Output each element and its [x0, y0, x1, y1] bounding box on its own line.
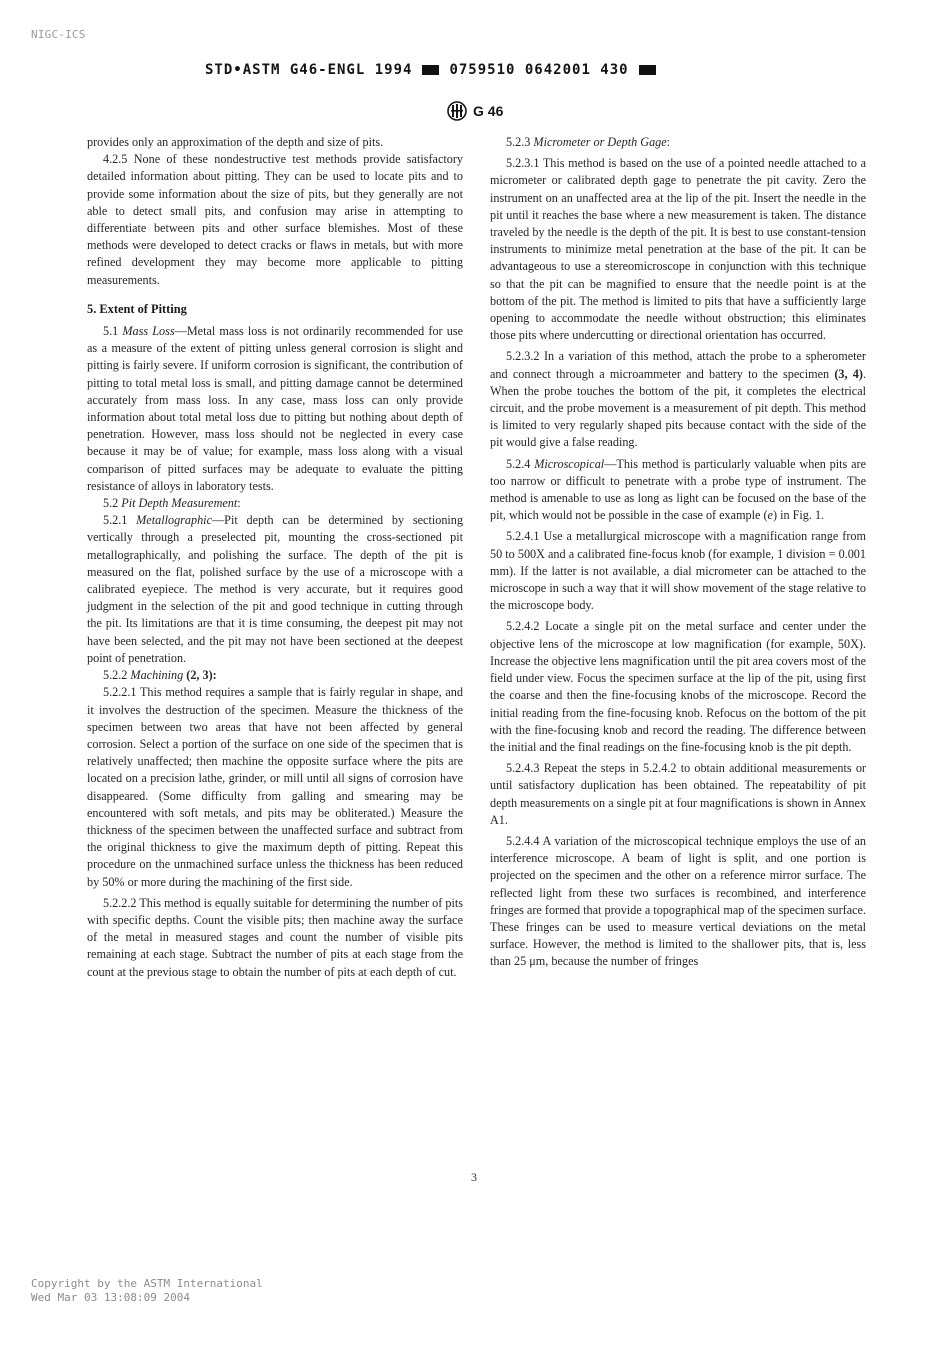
right-text-column — [490, 134, 866, 971]
paragraph-5-2-4-1: 5.2.4.1 Use a metallurgical microscope with a magnification range from 50 to 500X and a calibrated fine-focus knob (for example, 1 division = 0.001 mm). If the latter is not available, a dial micrometer can be attached to the microscope in such a way that it will show movement of the stage relative to the microscope body. — [490, 529, 866, 613]
paragraph: provides only an approximation of the depth and size of pits. — [87, 135, 384, 149]
section-title: Micrometer or Depth Gage — [533, 135, 667, 149]
paragraph-5-2-4-3: 5.2.4.3 Repeat the steps in 5.2.4.2 to obtain additional measurements or until satisfactory duplication has been obtained. The repeatability of pit depth measurements on a single pit at four magnifications is shown in Annex A1. — [490, 761, 866, 827]
designation-code: G 46 — [473, 103, 504, 119]
section-title: Mass Loss — [122, 324, 175, 339]
paragraph-text: 5.2.3.2 In a variation of this method, attach the probe to a spherometer and connect through a microammeter and battery to the specimen — [490, 349, 866, 381]
section-number: 5.1 — [103, 324, 119, 339]
standard-id-text: STD•ASTM G46-ENGL 1994 — [205, 62, 413, 78]
section-number: 5.2.1 — [103, 513, 128, 528]
page-number: 3 — [471, 1170, 477, 1184]
standard-code-text: 0759510 0642001 430 — [449, 62, 629, 78]
copyright-footer — [31, 1277, 263, 1305]
colon: : — [237, 496, 241, 511]
footer-timestamp: Wed Mar 03 13:08:09 2004 — [31, 1291, 190, 1304]
paragraph-5-2-4-4: 5.2.4.4 A variation of the microscopical technique employs the use of an interference microscope. A beam of light is split, and one portion is projected on the specimen and the other on a reference mirror surface. The reflected light from these two surfaces is recombined, and interference fringes are formed that provide a topographical map of the specimen surface. These fringes can be used to measure vertical deviations on the metal surface. However, the method is limited to the shallower pits, that is, less than 25 μm, because the number of fringes — [490, 833, 866, 969]
reference-citation: (2, 3): — [186, 668, 217, 683]
paragraph-5-2-2-2: 5.2.2.2 This method is equally suitable for determining the number of pits with specific depths. Count the visible pits; then machine away the surface of the metal in measured stages and count the number of visible pits remaining at each stage. Subtract the number of pits at each stage from the count at the previous stage to obtain the number of pits at each depth of cut. — [87, 895, 463, 979]
paragraph-text: —Pit depth can be determined by sectioning vertically through a preselected pit, mounting the cross-sectioned pit metallographically, and polishing the surface. The depth of the pit is measured on the flat, polished surface by the use of a microscope with a calibrated eyepiece. The method is very accurate, but it requires good judgment in the selection of the pit and good technique in cutting through the pit. Its limitations are that it is time consuming, the deepest pit may not have been selected, and the pit may not have been sectioned at the deepest point of penetration. — [87, 513, 463, 665]
black-block-mark — [422, 65, 439, 75]
colon: : — [666, 135, 671, 149]
paragraph-5-2-4 — [490, 456, 866, 525]
section-heading: 5. Extent of Pitting — [87, 301, 187, 316]
black-block-mark — [639, 65, 656, 75]
section-number: 5.2.4 — [506, 456, 531, 471]
paragraph-text: ) in Fig. 1. — [772, 508, 825, 523]
reference-citation: (3, 4) — [834, 366, 863, 381]
paragraph-5-2-3-2 — [490, 348, 866, 451]
copyright-text: Copyright by the ASTM International — [31, 1277, 263, 1290]
section-title: Metallographic — [136, 513, 212, 528]
example-letter: e — [767, 508, 773, 523]
paragraph-text: —Metal mass loss is not ordinarily recommended for use as a measure of the extent of pitting unless general corrosion is slight and pitting is fairly severe. If uniform corrosion is significant, the contribution of pitting to total metal loss is small, and pitting damage cannot be determined accurately from mass loss. In any case, mass loss can only provide information about total metal loss due to pitting but nothing about depth of penetration. However, mass loss should not be neglected in every case because it may be of value; for example, mass loss along with a visual comparison of pitted surfaces may be adequate to evaluate the pitting resistance of alloys in laboratory tests. — [87, 324, 464, 493]
corner-identifier: NIGC-ICS — [31, 28, 86, 41]
paragraph-5-2-3 — [490, 134, 866, 151]
paragraph-5-2-2-1: 5.2.2.1 This method requires a sample that is fairly regular in shape, and it involves the destruction of the specimen. Measure the thickness of the specimen between two areas that have not been affected by general corrosion. Select a portion of the surface on one side of the specimen that is relatively unaffected; then machine the opposite surface where the pits are located on a precision lathe, grinder, or mill until all signs of corrosion have disappeared. (Some difficulty from galling and smearing may be encountered with soft metals, and pits may be obliterated.) Measure the thickness of the specimen between the unaffected surface and subtract from the original thickness to give the maximum depth of pitting. Repeat this procedure on the unmachined surface unless the thickness has been reduced by 50% or more during the machining of the first side. — [87, 685, 463, 889]
left-text-column — [87, 134, 463, 981]
paragraph-5-2-3-1: 5.2.3.1 This method is based on the use of a pointed needle attached to a micrometer or calibrated depth gage to penetrate the pit cavity. Zero the instrument on an unaffected area at the lip of the pit. Insert the needle in the pit until it reaches the base where a new measurement is taken. The distance traveled by the needle is the depth of the pit. It is best to use constant-tension instruments to minimize metal penetration at the base of the pit. It can be advantageous to use a stereomicroscope in conjunction with this technique so that the pit can be magnified to ensure that the needle point is at the bottom of the pit. The method is limited to pits that have a sufficiently large opening to accommodate the needle without obstruction; this eliminates those pits where undercutting or directional orientation has occurred. — [490, 156, 866, 343]
section-number: 5.2 — [103, 496, 119, 511]
paragraph-5-2 — [87, 495, 463, 512]
section-title: Machining — [130, 668, 184, 683]
paragraph-text: —This method is particularly valuable when pits are too narrow or difficult to penetrate with a probe type of instrument. The method is amenable to use as long as light can be focused on the base of the pit, which would not be possible in the case of example ( — [490, 456, 866, 523]
section-number: 5.2.2 — [103, 668, 128, 683]
paragraph-5-1 — [87, 323, 463, 495]
standard-header-line — [205, 62, 656, 78]
paragraph-4-2-5: 4.2.5 None of these nondestructive test methods provide satisfactory detailed information about pitting. They can be used to locate pits and to provide some information about the size of pits, but they generally are not able to detect small pits, and confusion may arise in attempting to differentiate between pits and other surface blemishes. Most of these methods were developed to detect cracks or flaws in metals, but with more refined development they may become more applicable to pitting measurements. — [87, 152, 463, 287]
designation-header — [446, 101, 503, 121]
section-number: 5.2.3 — [506, 135, 531, 149]
astm-logo-icon — [446, 101, 468, 121]
section-title: Microscopical — [534, 456, 605, 471]
section-title: Pit Depth Measurement — [121, 496, 238, 511]
paragraph-5-2-4-2: 5.2.4.2 Locate a single pit on the metal surface and center under the objective lens of the microscope at low magnification (for example, 50X). Increase the objective lens magnification until the pit area covers most of the field under view. Focus the specimen surface at the lip of the pit, using first the coarse and then the fine-focusing knobs of the microscope. Record the initial reading from the fine-focusing knob. Refocus on the bottom of the pit with the fine-focusing knob and record the reading. The difference between the initial and the final readings on the fine-focusing knob is the pit depth. — [490, 619, 866, 754]
paragraph-text: . When the probe touches the bottom of the pit, it completes the electrical circuit, and the probe movement is a measurement of pit depth. This method is limited to very regularly shaped pits because contact with the side of the pit would give a false reading. — [490, 366, 867, 450]
paragraph-5-2-1 — [87, 512, 463, 667]
paragraph-5-2-2 — [87, 667, 463, 684]
